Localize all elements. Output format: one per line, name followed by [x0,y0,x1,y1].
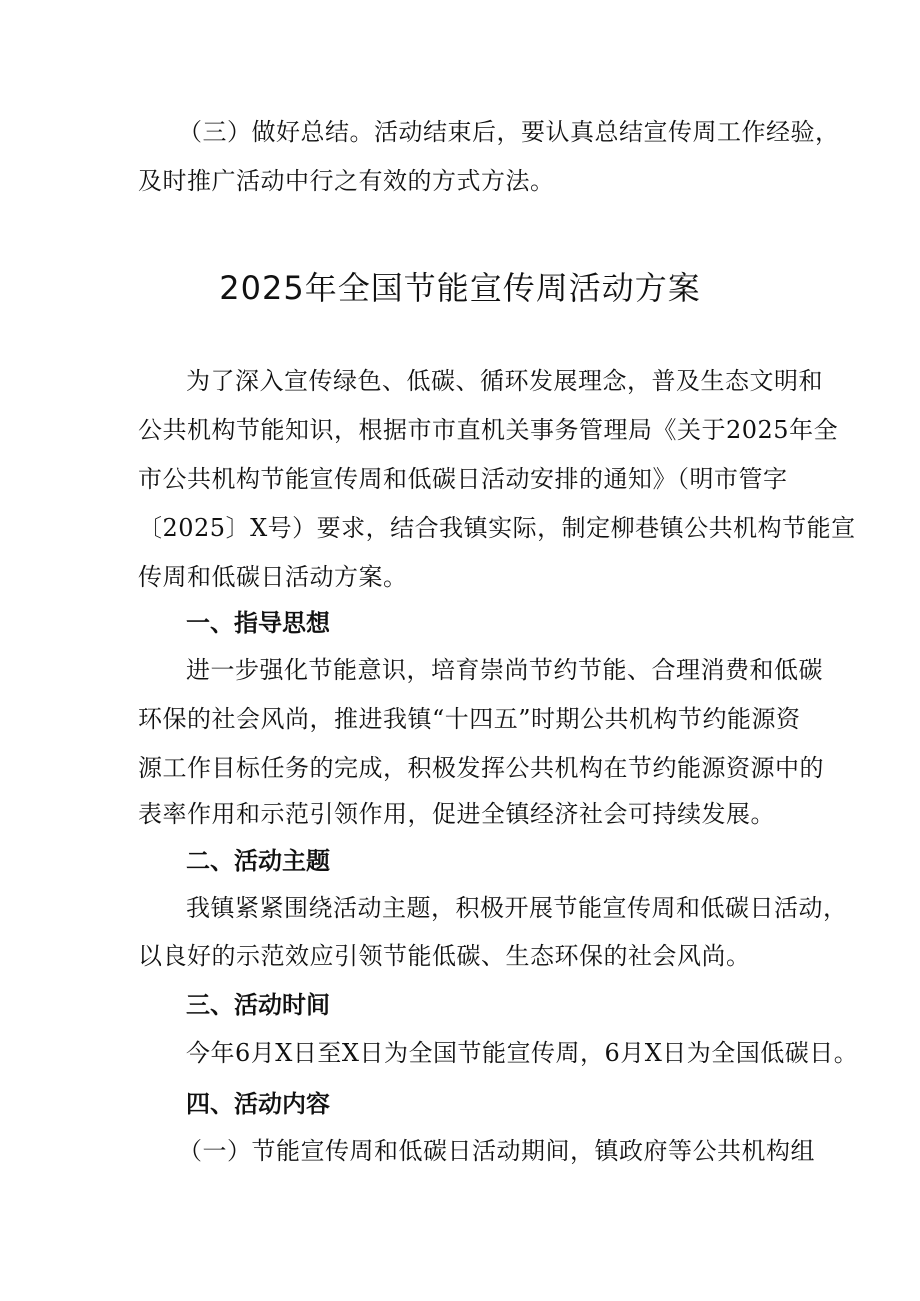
section-heading-activity-theme: 二、活动主题 [186,847,330,875]
intro-line-5: 传周和低碳日活动方案。 [138,563,408,591]
section-heading-activity-time: 三、活动时间 [186,991,330,1019]
section-4-line-1: （一）节能宣传周和低碳日活动期间，镇政府等公共机构组 [178,1137,815,1165]
section-heading-activity-content: 四、活动内容 [186,1090,330,1118]
intro-line-4: 〔2025〕X号）要求，结合我镇实际，制定柳巷镇公共机构节能宣 [138,514,856,542]
intro-line-1: 为了深入宣传绿色、低碳、循环发展理念，普及生态文明和 [186,367,823,395]
prev-section-line-2: 及时推广活动中行之有效的方式方法。 [138,167,555,195]
section-2-line-1: 我镇紧紧围绕活动主题，积极开展节能宣传周和低碳日活动， [186,894,848,922]
section-2-line-2: 以良好的示范效应引领节能低碳、生态环保的社会风尚。 [138,942,751,970]
section-1-line-1: 进一步强化节能意识，培育崇尚节约节能、合理消费和低碳 [186,656,823,684]
section-3-line-1: 今年6月X日至X日为全国节能宣传周，6月X日为全国低碳日。 [186,1039,859,1067]
section-heading-guiding-ideology: 一、指导思想 [186,609,330,637]
section-1-line-2: 环保的社会风尚，推进我镇“十四五”时期公共机构节约能源资 [138,705,801,733]
intro-line-2: 公共机构节能知识，根据市市直机关事务管理局《关于2025年全 [138,416,839,444]
document-title: 2025年全国节能宣传周活动方案 [219,269,701,307]
section-1-line-4: 表率作用和示范引领作用，促进全镇经济社会可持续发展。 [138,800,775,828]
intro-line-3: 市公共机构节能宣传周和低碳日活动安排的通知》（明市管字 [138,465,788,493]
prev-section-line-1: （三）做好总结。活动结束后，要认真总结宣传周工作经验， [178,118,840,146]
section-1-line-3: 源工作目标任务的完成，积极发挥公共机构在节约能源资源中的 [138,754,824,782]
